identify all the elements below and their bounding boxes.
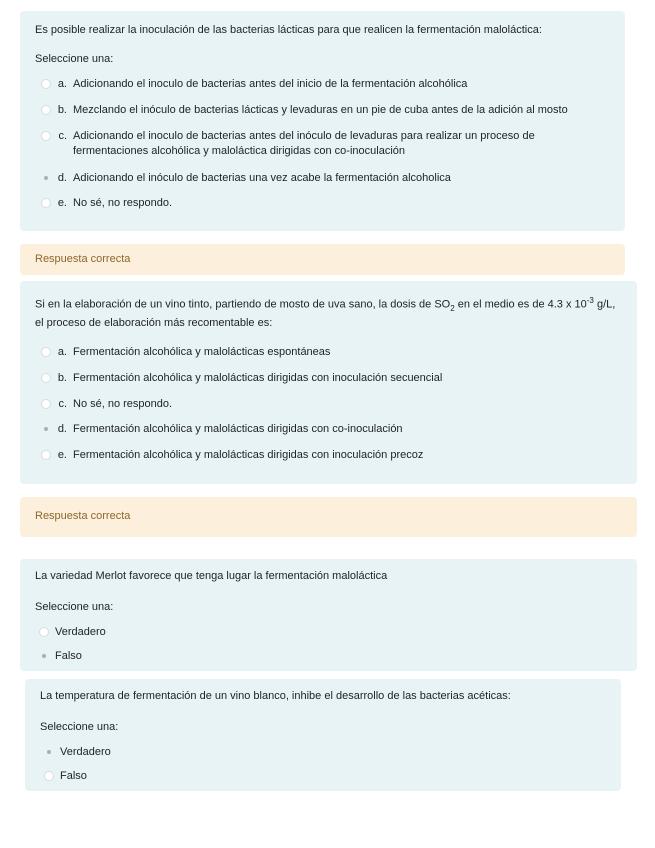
q2-option-a[interactable]	[41, 345, 330, 360]
q2-text-part1: Si en la elaboración de un vino tinto, partiendo de mosto de uva sano, la dosis de SO	[35, 298, 451, 311]
question-1-text: Es posible realizar la inoculación de las bacterias lácticas para que realicen la fermentación maloláctica:	[35, 24, 542, 36]
radio-button[interactable]	[41, 131, 51, 141]
q2-text-sub: 2	[450, 303, 455, 313]
option-label: Falso	[60, 770, 87, 782]
option-letter: e.	[57, 197, 67, 209]
radio-button[interactable]	[39, 627, 49, 637]
q2-text-part3: g/L, el proceso de elaboración más recomentable es:	[35, 298, 616, 329]
q1-option-e[interactable]	[41, 196, 172, 211]
option-label: Adicionando el inóculo de bacterias una vez acabe la fermentación alcoholica	[73, 172, 451, 184]
radio-button[interactable]	[44, 771, 54, 781]
q2-option-e[interactable]	[41, 448, 423, 463]
question-2-card	[20, 281, 637, 484]
q2-text-part2: en el medio es de 4.3 x 10	[454, 298, 587, 311]
q1-option-c[interactable]	[41, 129, 581, 159]
radio-button[interactable]	[41, 198, 51, 208]
option-letter: d.	[57, 423, 67, 435]
radio-button[interactable]	[41, 347, 51, 357]
option-label: Verdadero	[60, 746, 111, 758]
q2-option-d[interactable]	[41, 422, 403, 437]
q3-option-falso[interactable]	[39, 649, 82, 664]
option-letter: d.	[57, 172, 67, 184]
question-2-text	[35, 293, 620, 331]
q2-option-c[interactable]	[41, 397, 172, 412]
radio-button-selected[interactable]	[44, 747, 54, 757]
option-label: No sé, no respondo.	[73, 398, 173, 410]
option-letter: a.	[57, 78, 67, 90]
radio-button[interactable]	[41, 399, 51, 409]
feedback-1-text: Respuesta correcta	[35, 253, 131, 265]
question-3-card	[20, 559, 637, 671]
q4-option-verdadero[interactable]	[44, 745, 111, 760]
option-label: Fermentación alcohólica y malolácticas dirigidas con inoculación secuencial	[73, 372, 443, 384]
radio-button[interactable]	[41, 450, 51, 460]
question-4-prompt: Seleccione una:	[40, 721, 119, 733]
question-1-prompt: Seleccione una:	[35, 53, 114, 65]
feedback-1	[20, 244, 625, 275]
q1-option-d[interactable]	[41, 171, 451, 186]
q4-option-falso[interactable]	[44, 769, 87, 784]
option-label: Fermentación alcohólica y malolácticas dirigidas con inoculación precoz	[73, 449, 424, 461]
option-letter: b.	[57, 104, 67, 116]
radio-button[interactable]	[41, 373, 51, 383]
radio-button[interactable]	[41, 79, 51, 89]
option-label: Verdadero	[55, 626, 106, 638]
option-letter: c.	[58, 398, 67, 410]
option-label: Fermentación alcohólica y malolácticas dirigidas con co-inoculación	[73, 423, 403, 435]
q3-option-verdadero[interactable]	[39, 625, 106, 640]
option-letter: b.	[57, 372, 67, 384]
feedback-2	[20, 497, 637, 537]
option-label: Fermentación alcohólica y malolácticas espontáneas	[73, 346, 331, 358]
question-4-card	[25, 679, 621, 791]
radio-button[interactable]	[41, 105, 51, 115]
option-letter: c.	[58, 130, 67, 142]
option-label: Adicionando el inoculo de bacterias antes del inicio de la fermentación alcohólica	[73, 78, 468, 90]
radio-button-selected[interactable]	[41, 424, 51, 434]
radio-button-selected[interactable]	[41, 173, 51, 183]
feedback-2-text: Respuesta correcta	[35, 510, 131, 522]
question-3-prompt: Seleccione una:	[35, 601, 114, 613]
q2-option-b[interactable]	[41, 371, 442, 386]
question-3-text: La variedad Merlot favorece que tenga lugar la fermentación maloláctica	[35, 570, 388, 582]
question-4-text: La temperatura de fermentación de un vino blanco, inhibe el desarrollo de las bacterias acéticas:	[40, 690, 511, 702]
q1-option-a[interactable]	[41, 77, 467, 92]
question-1-card	[20, 11, 625, 231]
radio-button-selected[interactable]	[39, 651, 49, 661]
option-letter: a.	[57, 346, 67, 358]
option-label: No sé, no respondo.	[73, 197, 173, 209]
option-letter: e.	[57, 449, 67, 461]
q2-text-sup: -3	[586, 296, 594, 305]
option-label: Mezclando el inóculo de bacterias lácticas y levaduras en un pie de cuba antes de la adición al mosto	[73, 104, 568, 116]
option-label: Falso	[55, 650, 82, 662]
option-label: Adicionando el inoculo de bacterias antes del inóculo de levaduras para realizar un proceso de fermentaciones alcohólica y maloláctica dirigidas con co-inoculación	[73, 130, 535, 157]
q1-option-b[interactable]	[41, 103, 568, 118]
